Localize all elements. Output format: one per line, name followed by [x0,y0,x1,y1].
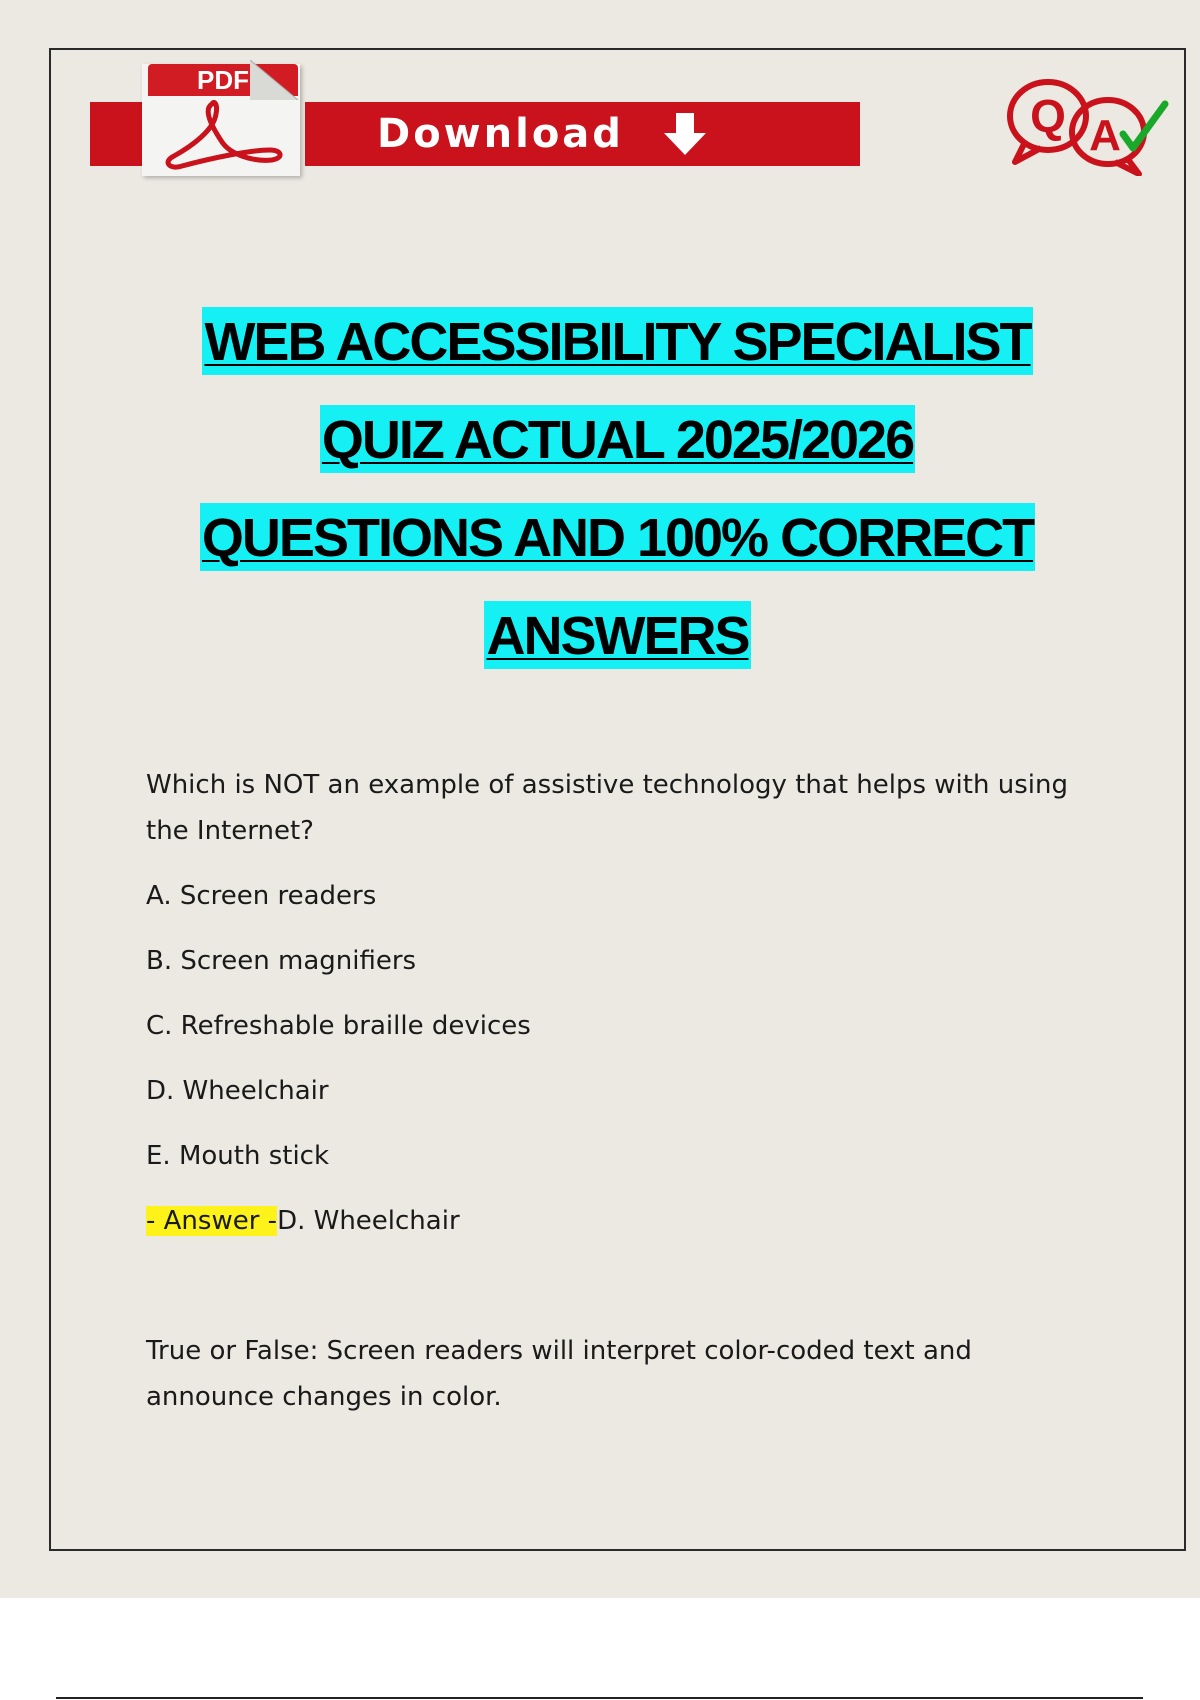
document-title [49,292,1186,684]
quiz-content [146,762,1106,1446]
title-line-4: ANSWERS [484,601,750,669]
option-c: C. Refreshable braille devices [146,1011,531,1041]
download-label: Download [377,111,624,157]
title-line-3: QUESTIONS AND 100% CORRECT [200,503,1035,571]
question-1-text: Which is NOT an example of assistive technology that helps with using the Internet? [146,770,1068,846]
qa-logo [1005,76,1170,176]
acrobat-icon [152,100,292,172]
logo-q-letter: Q [1030,90,1066,142]
answer-value: D. Wheelchair [277,1206,460,1236]
title-line-1: WEB ACCESSIBILITY SPECIALIST [202,307,1032,375]
option-b: B. Screen magnifiers [146,946,417,976]
pdf-download-banner[interactable] [90,60,860,178]
option-e: E. Mouth stick [146,1141,330,1171]
answer-marker: - Answer - [146,1206,278,1236]
page-curl-icon [250,60,300,100]
answer-line [146,1198,1106,1244]
download-button[interactable] [305,102,860,166]
qa-speech-bubbles-icon [1005,76,1170,176]
option-a: A. Screen readers [146,881,377,911]
logo-a-letter: A [1089,111,1121,160]
pdf-tag: PDF [148,64,298,96]
title-line-2: QUIZ ACTUAL 2025/2026 [320,405,915,473]
question-2-text: True or False: Screen readers will interpret color-coded text and announce changes in color. [146,1336,972,1412]
footer-divider [56,1697,1143,1699]
option-d: D. Wheelchair [146,1076,329,1106]
download-arrow-icon [660,111,710,157]
